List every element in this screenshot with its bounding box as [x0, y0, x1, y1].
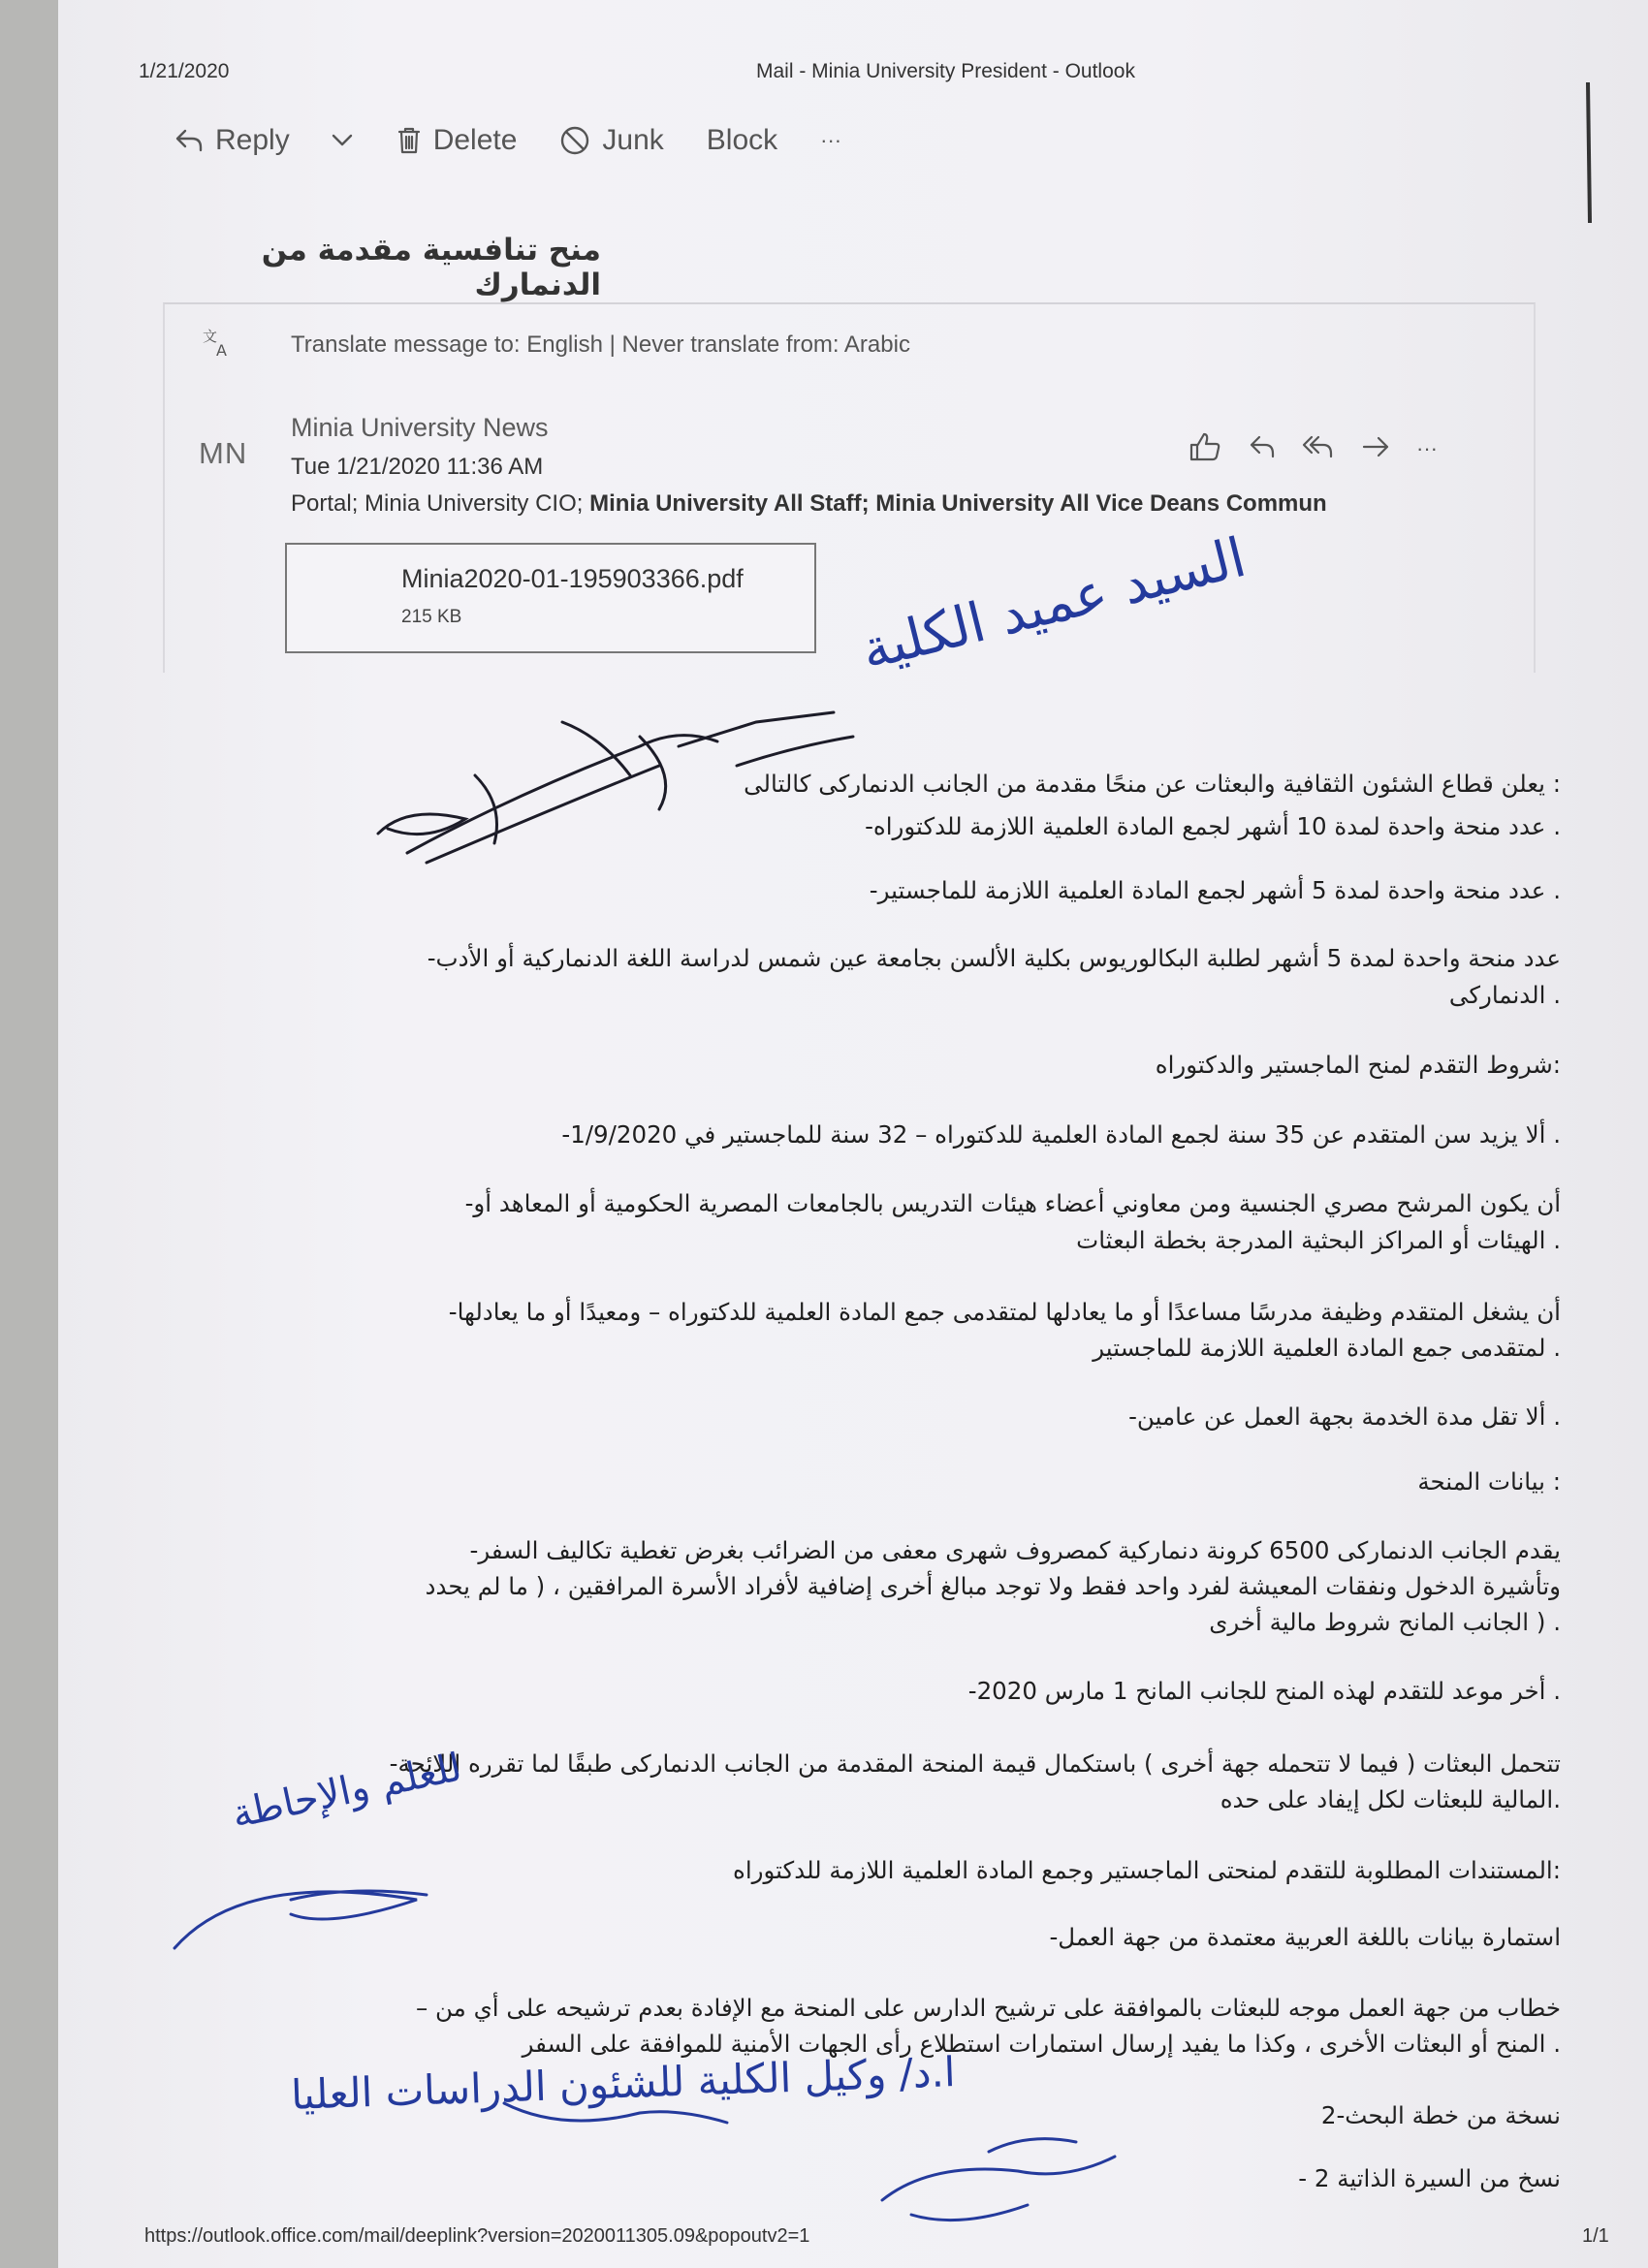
body-line: . عدد منحة واحدة لمدة 10 أشهر لجمع المادة العلمية اللازمة للدكتوراه- [865, 812, 1561, 840]
trash-icon [396, 126, 422, 155]
recipients [291, 490, 1386, 518]
attachment-card[interactable] [285, 543, 816, 653]
body-line: أن يشغل المتقدم وظيفة مدرسًا مساعدًا أو ما يعادلها لمتقدمى جمع المادة العلمية للدكتوراه – ومعيدًا أو ما يعادلها- [448, 1298, 1561, 1326]
print-url: https://outlook.office.com/mail/deeplink?version=2020011305.09&popoutv2=1 [144, 2225, 810, 2247]
reply-icon [174, 128, 204, 153]
body-line: نسخة من خطة البحث-2 [1320, 2101, 1561, 2129]
body-line: نسخ من السيرة الذاتية 2 - [1298, 2164, 1561, 2192]
svg-text:A: A [216, 341, 227, 359]
body-line: وتأشيرة الدخول ونفقات المعيشة لفرد واحد فقط ولا توجد مبالغ أخرى إضافية لأفراد الأسرة المرافقين ، ( ما لم يحدد [425, 1572, 1561, 1600]
body-line: . الهيئات أو المراكز البحثية المدرجة بخطة البعثات [1076, 1226, 1561, 1254]
more-icon-small[interactable]: ··· [1416, 436, 1438, 460]
handwritten-note-left: للعلم والإحاطة [228, 1745, 466, 1838]
message-actions [1188, 431, 1438, 466]
translate-icon [202, 326, 235, 362]
body-line: : بيانات المنحة [1417, 1467, 1561, 1496]
recipients-plain: Portal; Minia University CIO; [291, 490, 590, 517]
forward-icon[interactable] [1360, 433, 1391, 464]
block-label: Block [706, 124, 778, 156]
more-icon: ··· [820, 128, 842, 152]
junk-label: Junk [602, 124, 664, 156]
body-line: . المنح أو البعثات الأخرى ، وكذا ما يفيد إرسال استمارات استطلاع رأى الجهات الأمنية للموافقة على السفر [522, 2030, 1561, 2058]
body-line: عدد منحة واحدة لمدة 5 أشهر لطلبة البكالوريوس بكلية الألسن بجامعة عين شمس لدراسة اللغة الدنماركية أو الأدب- [427, 944, 1561, 972]
body-line: . ألا يزيد سن المتقدم عن 35 سنة لجمع المادة العلمية للدكتوراه – 32 سنة للماجستير في 1/9/2020- [561, 1120, 1561, 1149]
body-line: : يعلن قطاع الشئون الثقافية والبعثات عن منحًا مقدمة من الجانب الدنماركى كالتالى [744, 770, 1561, 798]
body-line: . عدد منحة واحدة لمدة 5 أشهر لجمع المادة العلمية اللازمة للماجستير- [869, 876, 1561, 904]
avatar: MN [199, 436, 248, 470]
reply-button[interactable] [174, 124, 354, 157]
body-line: :المستندات المطلوبة للتقدم لمنحتى الماجستير وجمع المادة العلمية اللازمة للدكتوراه [733, 1856, 1561, 1884]
body-line: :شروط التقدم لمنح الماجستير والدكتوراه [1155, 1051, 1561, 1079]
reply-all-icon[interactable] [1302, 433, 1335, 464]
handwritten-note-bottom: ا.د/ وكيل الكلية للشئون الدراسات العليا [290, 2048, 957, 2119]
recipients-bold: Minia University All Staff; Minia University All Vice Deans Commun [589, 490, 1327, 517]
delete-label: Delete [432, 124, 518, 156]
block-button[interactable] [707, 124, 777, 157]
message-subject: منح تنافسية مقدمة من الدنمارك [261, 233, 601, 302]
body-line: . أخر موعد للتقدم لهذه المنح للجانب المانح 1 مارس 2020- [967, 1677, 1561, 1705]
body-line: .المالية للبعثات لكل إيفاد على حده [1220, 1785, 1561, 1813]
chevron-down-icon[interactable] [331, 133, 354, 148]
print-page-title: Mail - Minia University President - Outlook [756, 60, 1135, 82]
body-line: تتحمل البعثات ( فيما لا تتحمله جهة أخرى ) باستكمال قيمة المنحة المقدمة من الجانب الدنماركى طبقًا لما تقرره اللائحة- [389, 1749, 1561, 1778]
junk-button[interactable] [559, 124, 663, 157]
reply-label: Reply [215, 124, 290, 156]
body-line: . ( الجانب المانح شروط مالية أخرى [1209, 1608, 1561, 1636]
block-circle-icon [559, 125, 590, 156]
sender-name[interactable]: Minia University News [291, 413, 549, 442]
body-line: أن يكون المرشح مصري الجنسية ومن معاوني أعضاء هيئات التدريس بالجامعات المصرية الحكومية أو المعاهد أو- [464, 1189, 1561, 1217]
translate-bar[interactable]: Translate message to: English | Never translate from: Arabic [291, 331, 910, 358]
sent-timestamp: Tue 1/21/2020 11:36 AM [291, 454, 544, 480]
body-line: استمارة بيانات باللغة العربية معتمدة من جهة العمل- [1049, 1923, 1561, 1951]
body-line: . الدنماركى [1448, 981, 1561, 1009]
like-icon[interactable] [1188, 431, 1222, 466]
attachment-name: Minia2020-01-195903366.pdf [401, 564, 744, 593]
body-line: يقدم الجانب الدنماركى 6500 كرونة دنماركية كمصروف شهرى معفى من الضرائب بغرض تغطية تكاليف السفر- [469, 1536, 1561, 1564]
print-date: 1/21/2020 [139, 60, 230, 82]
attachment-size: 215 KB [401, 607, 462, 627]
body-line: . ألا تقل مدة الخدمة بجهة العمل عن عامين- [1128, 1402, 1561, 1431]
delete-button[interactable] [396, 124, 518, 157]
reply-icon-small[interactable] [1248, 433, 1277, 464]
body-line: خطاب من جهة العمل موجه للبعثات بالموافقة على ترشيح الدارس على المنحة مع الإفادة بعدم ترشيحه على أي من – [415, 1994, 1561, 2022]
print-page-number: 1/1 [1582, 2225, 1609, 2247]
message-toolbar [174, 124, 867, 157]
handwritten-note-top: السيد عميد الكلية [855, 525, 1252, 683]
body-line: . لمتقدمى جمع المادة العلمية اللازمة للماجستير [1093, 1334, 1561, 1362]
more-actions-button[interactable] [820, 128, 841, 153]
scanned-page [58, 0, 1648, 2268]
svg-text:文: 文 [203, 328, 218, 345]
